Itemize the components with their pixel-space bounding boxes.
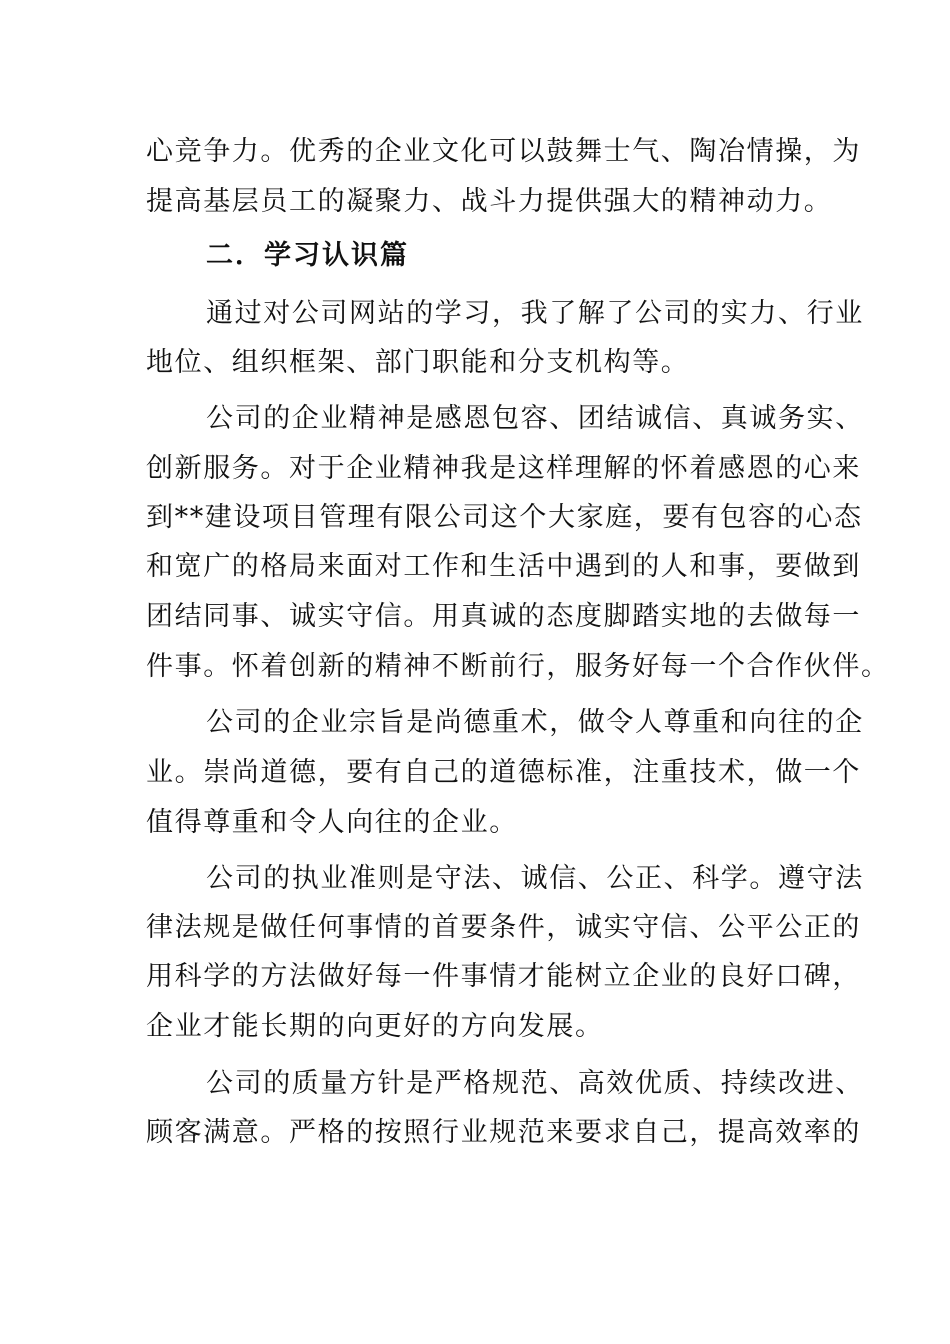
text-line: 公司的质量方针是严格规范、高效优质、持续改进、 xyxy=(206,1068,864,1099)
text-line: 公司的企业宗旨是尚德重术，做令人尊重和向往的企 xyxy=(206,707,864,738)
text-line: 业。崇尚道德，要有自己的道德标准，注重技术，做一个 xyxy=(146,757,861,788)
text-line: 值得尊重和令人向往的企业。 xyxy=(146,807,518,838)
text-line: 用科学的方法做好每一件事情才能树立企业的良好口碑， xyxy=(146,961,861,992)
text-line: 通过对公司网站的学习，我了解了公司的实力、行业 xyxy=(206,298,864,329)
text-line: 地位、组织框架、部门职能和分支机构等。 xyxy=(146,347,690,378)
text-line: 顾客满意。严格的按照行业规范来要求自己，提高效率的 xyxy=(146,1117,861,1148)
text-line: 件事。怀着创新的精神不断前行，服务好每一个合作伙伴。 xyxy=(146,651,890,682)
text-line: 团结同事、诚实守信。用真诚的态度脚踏实地的去做每一 xyxy=(146,601,861,632)
text-line: 和宽广的格局来面对工作和生活中遇到的人和事，要做到 xyxy=(146,551,861,582)
text-line: 公司的执业准则是守法、诚信、公正、科学。遵守法 xyxy=(206,863,864,894)
text-line: 公司的企业精神是感恩包容、团结诚信、真诚务实、 xyxy=(206,403,864,434)
text-line: 企业才能长期的向更好的方向发展。 xyxy=(146,1011,604,1042)
section-heading: 二．学习认识篇 xyxy=(206,240,409,271)
text-line: 提高基层员工的凝聚力、战斗力提供强大的精神动力。 xyxy=(146,186,833,217)
text-line: 到**建设项目管理有限公司这个大家庭，要有包容的心态 xyxy=(146,502,863,533)
text-line: 心竞争力。优秀的企业文化可以鼓舞士气、陶冶情操，为 xyxy=(146,136,861,167)
text-line: 律法规是做任何事情的首要条件，诚实守信、公平公正的 xyxy=(146,912,861,943)
text-line: 创新服务。对于企业精神我是这样理解的怀着感恩的心来 xyxy=(146,453,861,484)
